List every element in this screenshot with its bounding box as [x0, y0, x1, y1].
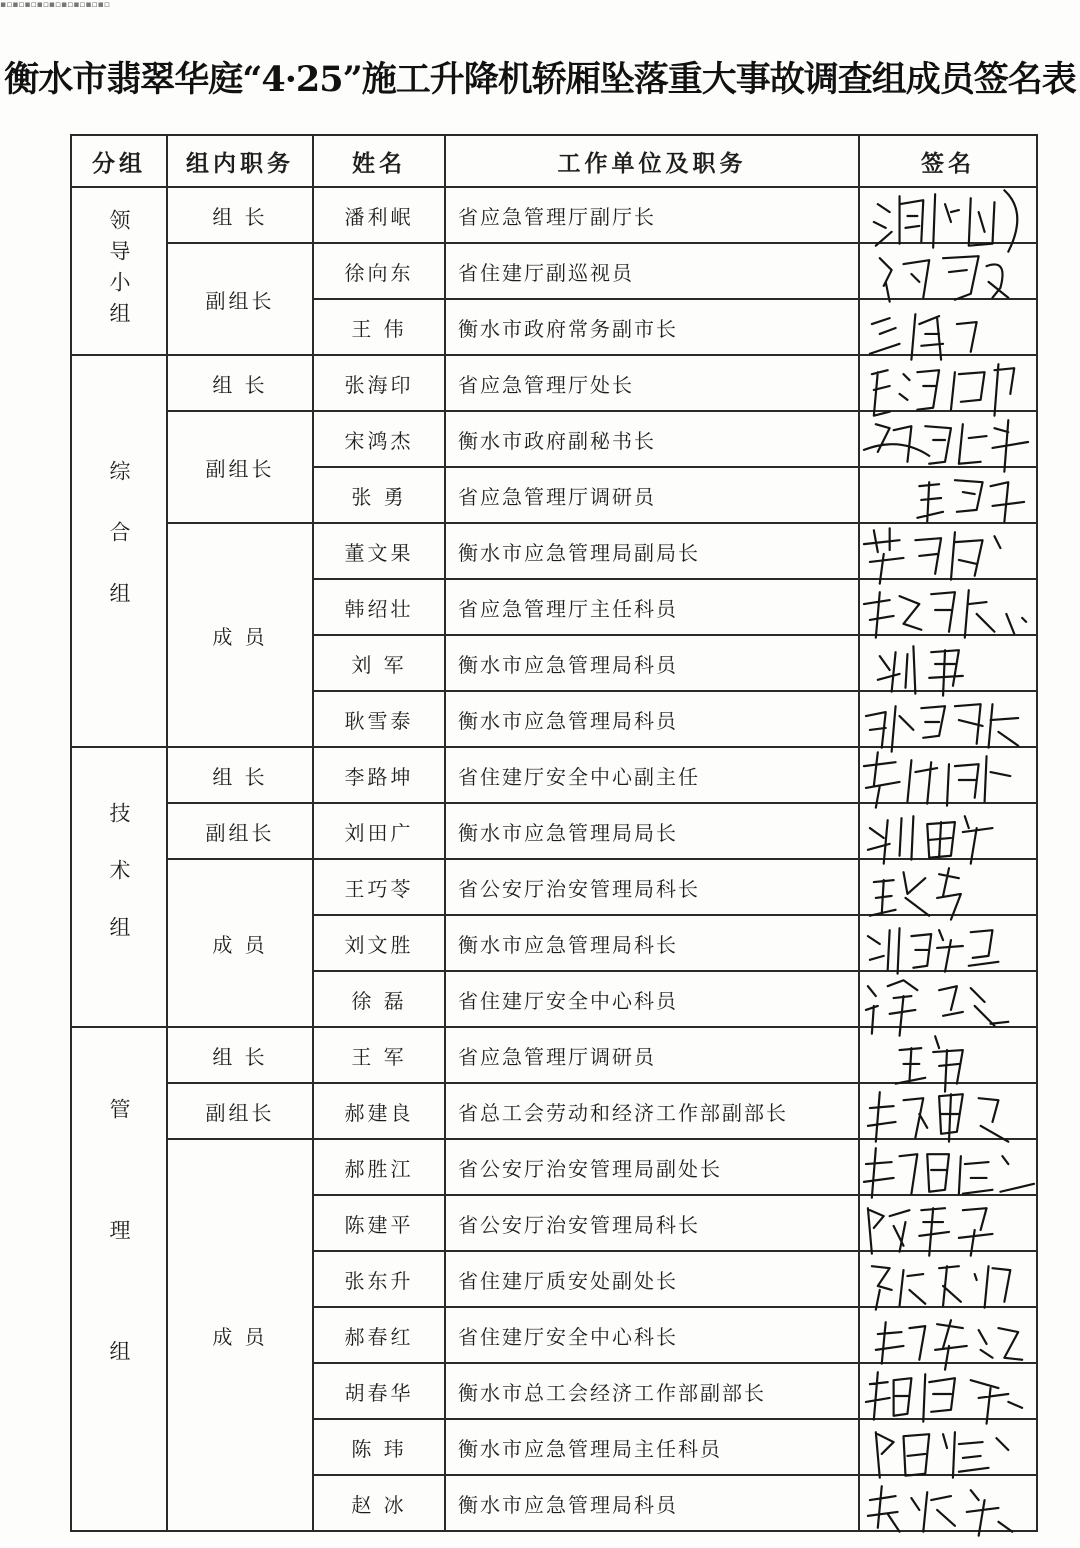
unit-cell: 省住建厅安全中心科员: [445, 971, 859, 1027]
role-cell: 副组长: [167, 411, 313, 523]
signature-cell: [859, 1139, 1037, 1195]
scan-artifact: ▪▫▪▫▪▫▪▫▪▫▪▫▪▫▪▫▪▫: [0, 0, 110, 10]
name-cell: 郝胜江: [313, 1139, 445, 1195]
signature-cell: [859, 691, 1037, 747]
unit-cell: 省总工会劳动和经济工作部副部长: [445, 1083, 859, 1139]
name-cell: 刘 军: [313, 635, 445, 691]
unit-cell: 省住建厅质安处副处长: [445, 1251, 859, 1307]
signature-cell: [859, 971, 1037, 1027]
role-cell: 成 员: [167, 523, 313, 747]
table-row: [71, 803, 1037, 859]
unit-cell: 省住建厅安全中心科长: [445, 1307, 859, 1363]
role-cell: 组 长: [167, 187, 313, 243]
group-label: 管理组: [107, 1097, 131, 1461]
signature-cell: [859, 1475, 1037, 1531]
signature-cell: [859, 1363, 1037, 1419]
unit-cell: 衡水市应急管理局局长: [445, 803, 859, 859]
name-cell: 徐 磊: [313, 971, 445, 1027]
table-row: [71, 1083, 1037, 1139]
signature-cell: [859, 803, 1037, 859]
name-cell: 李路坤: [313, 747, 445, 803]
table-row: [71, 523, 1037, 579]
name-cell: 郝建良: [313, 1083, 445, 1139]
role-cell: 组 长: [167, 747, 313, 803]
header-name: 姓名: [313, 135, 445, 187]
header-signature: 签名: [859, 135, 1037, 187]
signature-cell: [859, 1419, 1037, 1475]
header-row: [71, 135, 1037, 187]
signature-cell: [859, 411, 1037, 467]
role-cell: 副组长: [167, 243, 313, 355]
unit-cell: 衡水市应急管理局主任科员: [445, 1419, 859, 1475]
signature-cell: [859, 1027, 1037, 1083]
signature-cell: [859, 747, 1037, 803]
header-role: 组内职务: [167, 135, 313, 187]
group-cell: [71, 355, 167, 747]
signature-cell: [859, 1083, 1037, 1139]
signature-cell: [859, 523, 1037, 579]
unit-cell: 省公安厅治安管理局科长: [445, 1195, 859, 1251]
group-cell: [71, 187, 167, 355]
unit-cell: 衡水市总工会经济工作部副部长: [445, 1363, 859, 1419]
header-group: 分组: [71, 135, 167, 187]
group-cell: [71, 747, 167, 1027]
name-cell: 徐向东: [313, 243, 445, 299]
group-label: 领导小组: [107, 209, 131, 333]
unit-cell: 衡水市应急管理局科员: [445, 1475, 859, 1531]
unit-cell: 衡水市应急管理局科员: [445, 691, 859, 747]
unit-cell: 省公安厅治安管理局副处长: [445, 1139, 859, 1195]
unit-cell: 省公安厅治安管理局科长: [445, 859, 859, 915]
signature-cell: [859, 915, 1037, 971]
table-row: [71, 187, 1037, 243]
header-unit: 工作单位及职务: [445, 135, 859, 187]
name-cell: 耿雪泰: [313, 691, 445, 747]
role-cell: 组 长: [167, 1027, 313, 1083]
name-cell: 宋鸿杰: [313, 411, 445, 467]
signature-cell: [859, 355, 1037, 411]
unit-cell: 省应急管理厅处长: [445, 355, 859, 411]
signature-cell: [859, 1195, 1037, 1251]
name-cell: 张 勇: [313, 467, 445, 523]
unit-cell: 省应急管理厅副厅长: [445, 187, 859, 243]
role-cell: 组 长: [167, 355, 313, 411]
name-cell: 郝春红: [313, 1307, 445, 1363]
signature-cell: [859, 1307, 1037, 1363]
signature-cell: [859, 467, 1037, 523]
unit-cell: 省住建厅安全中心副主任: [445, 747, 859, 803]
table-row: [71, 1027, 1037, 1083]
unit-cell: 衡水市政府副秘书长: [445, 411, 859, 467]
signature-cell: [859, 579, 1037, 635]
signature-cell: [859, 859, 1037, 915]
table-row: [71, 1139, 1037, 1195]
signature-cell: [859, 243, 1037, 299]
name-cell: 陈 玮: [313, 1419, 445, 1475]
name-cell: 赵 冰: [313, 1475, 445, 1531]
signature-cell: [859, 299, 1037, 355]
group-label: 综合组: [107, 459, 131, 643]
name-cell: 董文果: [313, 523, 445, 579]
table-row: [71, 411, 1037, 467]
role-cell: 副组长: [167, 1083, 313, 1139]
table-row: [71, 859, 1037, 915]
name-cell: 张海印: [313, 355, 445, 411]
role-cell: 成 员: [167, 859, 313, 1027]
unit-cell: 衡水市应急管理局科员: [445, 635, 859, 691]
name-cell: 胡春华: [313, 1363, 445, 1419]
group-cell: [71, 1027, 167, 1531]
unit-cell: 衡水市应急管理局副局长: [445, 523, 859, 579]
unit-cell: 省应急管理厅调研员: [445, 1027, 859, 1083]
handwritten-signature: [860, 1470, 1036, 1542]
name-cell: 潘利岷: [313, 187, 445, 243]
table-row: [71, 747, 1037, 803]
signature-cell: [859, 187, 1037, 243]
name-cell: 韩绍壮: [313, 579, 445, 635]
role-cell: 成 员: [167, 1139, 313, 1531]
group-label: 技术组: [107, 801, 131, 973]
unit-cell: 衡水市应急管理局科长: [445, 915, 859, 971]
page-title: 衡水市翡翠华庭“4·25”施工升降机轿厢坠落重大事故调查组成员签名表: [4, 59, 1076, 100]
name-cell: 王巧苓: [313, 859, 445, 915]
name-cell: 刘文胜: [313, 915, 445, 971]
table-row: [71, 355, 1037, 411]
signature-cell: [859, 1251, 1037, 1307]
signature-table: [70, 134, 1038, 1532]
unit-cell: 衡水市政府常务副市长: [445, 299, 859, 355]
name-cell: 刘田广: [313, 803, 445, 859]
unit-cell: 省住建厅副巡视员: [445, 243, 859, 299]
name-cell: 陈建平: [313, 1195, 445, 1251]
role-cell: 副组长: [167, 803, 313, 859]
name-cell: 张东升: [313, 1251, 445, 1307]
unit-cell: 省应急管理厅主任科员: [445, 579, 859, 635]
signature-cell: [859, 635, 1037, 691]
table-row: [71, 243, 1037, 299]
name-cell: 王 军: [313, 1027, 445, 1083]
unit-cell: 省应急管理厅调研员: [445, 467, 859, 523]
name-cell: 王 伟: [313, 299, 445, 355]
